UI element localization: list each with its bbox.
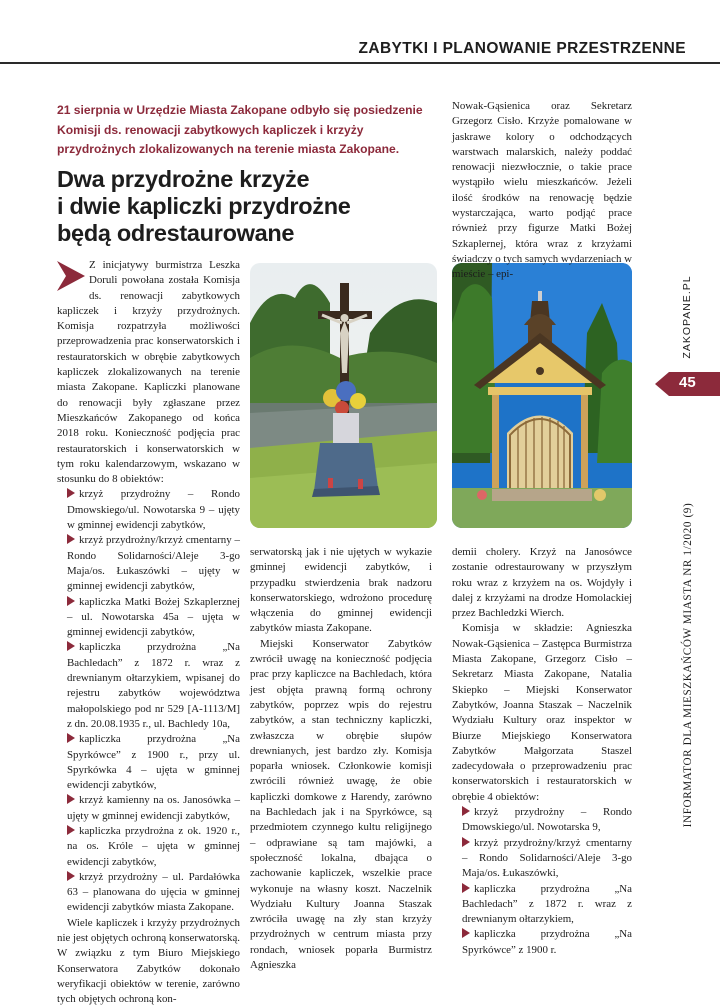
- article-headline: [57, 166, 437, 247]
- list-item: krzyż przydrożny – ul. Pardałówka 63 – planowana do ujęcia w gminnej ewidencji zabytków miasta Zakopane.: [67, 870, 240, 914]
- section-title: ZABYTKI I PLANOWANIE PRZESTRZENNE: [358, 40, 686, 57]
- text-column-3-top: [452, 99, 632, 283]
- bullet-arrow-icon: [67, 871, 75, 881]
- list-item: krzyż przydrożny/krzyż cmentarny – Rondo Solidarności/Aleje 3-go Maja/os. Łukaszówki,: [462, 836, 632, 880]
- body-paragraph: serwatorską jak i nie ujętych w wykazie gminnej ewidencji zabytków, i przypadku stwierdzenia brak nadzoru konserwatorskiego, wdrożono procedurę włączenia do gminnej ewidencji zabytków miasta Zakopane.: [250, 546, 432, 635]
- list-item: kapliczka przydrożna „Na Bachledach” z 1872 r. wraz z drewnianym ołtarzykiem, wpisanej do rejestru zabytków województwa małopolskiego pod nr 529 [A-1113/M] z dn. 20.08.1935 r., ul. Bachledy 10a,: [67, 641, 240, 730]
- tab-arrow-icon: [655, 372, 669, 396]
- list-item: kapliczka Matki Bożej Szkaplerznej – ul. Nowotarska 45a – ujęta w gminnej ewidencji zabytków,: [67, 595, 240, 639]
- bullet-arrow-icon: [67, 534, 75, 544]
- headline-line-1: Dwa przydrożne krzyże: [57, 166, 310, 192]
- cross-photo: [250, 263, 437, 528]
- bullet-arrow-icon: [462, 837, 470, 847]
- section-header: [0, 40, 720, 65]
- list-item: krzyż kamienny na os. Janosówka – ujęty w gminnej ewidencji zabytków,: [67, 794, 240, 822]
- chapel-photo: [452, 263, 632, 528]
- roadside-cross-image: [250, 263, 437, 528]
- arrow-dropcap-icon: [57, 261, 85, 291]
- bullet-arrow-icon: [67, 825, 75, 835]
- bullet-arrow-icon: [462, 806, 470, 816]
- list-item: krzyż przydrożny – Rondo Dmowskiego/ul. Nowotarska 9,: [462, 806, 632, 834]
- bullet-arrow-icon: [67, 488, 75, 498]
- list-item: krzyż przydrożny – Rondo Dmowskiego/ul. Nowotarska 9 – ujęty w gminnej ewidencji zabytków,: [67, 488, 240, 532]
- bullet-arrow-icon: [67, 733, 75, 743]
- header-rule: [0, 62, 720, 64]
- page-number-tab: [655, 372, 720, 396]
- site-name-vertical: ZAKOPANE.PL: [681, 275, 693, 359]
- list-item: krzyż przydrożny/krzyż cmentarny – Rondo Solidarności/Aleje 3-go Maja/os. Łukaszówki – ujęty w gminnej ewidencji zabytków,: [67, 534, 240, 593]
- bullet-arrow-icon: [67, 794, 75, 804]
- list-item: kapliczka przydrożna z ok. 1920 r., na os. Króle – ujęta w gminnej ewidencji zabytków,: [67, 824, 240, 868]
- text-column-1: [57, 258, 240, 1008]
- body-paragraph: Miejski Konserwator Zabytków zwrócił uwagę na konieczność podjęcia prac przy kapliczce na Bachledach, która jest objęta prawną formą ochrony zabytków, poprzez wpis do rejestru zabytków, a stan techniczny kapliczki, zwłaszcza w obrębie słupów drewnianych, jest bardzo zły. Komisja poparła wniosek. Członkowie komisji zwrócili również uwagę, że obie kapliczki domkowe z Harendy, zarówno na Bachledach jak i na Spyrkówce, są przedmiotem czynnego kultu religijnego – odprawiane są tam majówki, a społeczność lokalna, dbająca o zachowanie kapliczek, wszelkie prace wykonuje na własny koszt. Naczelnik Wydziału Kultury Joanna Staszak zwróciła uwagę na zły stan krzyży przydrożnych w centrum miasta przy rondach, wniosek poparła Burmistrz Agnieszka: [250, 637, 432, 972]
- list-item: kapliczka przydrożna „Na Spyrkówce” z 1900 r., przy ul. Spyrkówka 4 – ujęta w gminnej ewidencji zabytków,: [67, 733, 240, 792]
- wooden-chapel-image: [452, 263, 632, 528]
- body-paragraph: demii cholery. Krzyż na Janosówce zostanie odrestaurowany w przyszłym roku wraz z krzyżem na os. Wojdyły i dalej z krzyżami na drodze Homolackiej przez Bachledzki Wierch.: [452, 546, 632, 620]
- headline-line-3: będą odrestaurowane: [57, 220, 295, 246]
- bullet-arrow-icon: [462, 928, 470, 938]
- magazine-name-vertical: INFORMATOR DLA MIESZKAŃCÓW MIASTA NR 1/2020 (9): [682, 502, 694, 828]
- body-paragraph: Nowak-Gąsienica oraz Sekretarz Grzegorz Cisło. Krzyże pomalowane w jaskrawe kolory o odchodzących warstwach malarskich, należy poddać renowacji niezwłocznie, o takie prace wystąpiło wielu mieszkańców. Jeżeli ilość środków na renowację będzie wystarczająca, warto podjąć prace również przy figurze Matki Bożej Szkaplernej, która wraz z krzyżami świadczy o tych samych wydarzeniach w mieście – epi-: [452, 100, 632, 281]
- bullet-arrow-icon: [67, 596, 75, 606]
- text-column-3-bottom: [452, 545, 632, 958]
- intro-paragraph: Z inicjatywy burmistrza Leszka Doruli powołana została Komisja ds. renowacji zabytkowych kapliczek i krzyży przydrożnych. Komisja rozpatrzyła możliwości przeprowadzenia prac konserwatorskich i restauratorskich w obrębie zabytkowych kapliczek zlokalizowanych na terenie miasta Zakopane. Kapliczki planowane do renowacji były zgłaszane przez Mieszkańców Zakopanego od końca 2018 roku. Konieczność podjęcia prac restauratorskich i konserwatorskich w tym roku kalendarzowym, wskazano w stosunku do 8 obiektów:: [57, 259, 240, 486]
- text-column-2: [250, 545, 432, 973]
- list-item: kapliczka przydrożna „Na Spyrkówce” z 1900 r.: [462, 928, 632, 956]
- body-paragraph: Wiele kapliczek i krzyży przydrożnych nie jest objętych ochroną konserwatorską. W związku z tym Biuro Miejskiego Konserwatora Zabytków dokonało weryfikacji obiektów w terenie, zarówno tych objętych ochroną kon-: [57, 916, 240, 1006]
- lead-paragraph: 21 sierpnia w Urzędzie Miasta Zakopane odbyło się posiedzenie Komisji ds. renowacji zabytkowych kapliczek i krzyży przydrożnych zlokalizowanych na terenie miasta Zakopane.: [57, 103, 423, 156]
- bullet-arrow-icon: [67, 641, 75, 651]
- bullet-arrow-icon: [462, 883, 470, 893]
- headline-line-2: i dwie kapliczki przydrożne: [57, 193, 351, 219]
- page-number: 45: [679, 374, 696, 391]
- list-item: kapliczka przydrożna „Na Bachledach” z 1872 r. wraz z drewnianym ołtarzykiem,: [462, 882, 632, 926]
- body-paragraph: Komisja w składzie: Agnieszka Nowak-Gąsienica – Zastępca Burmistrza Miasta Zakopane, Grzegorz Cisło – Sekretarz Miasta Zakopane, Natalia Skiepko – Miejski Konserwator Zabytków, Joanna Staszak – Naczelnik Wydziału Kultury oraz inspektor w Biurze Miejskiego Konserwatora Zabytków Małgorzata Staszel zadecydowała o przeprowadzeniu prac konserwatorskich i restauratorskich w obrębie 4 obiektów:: [452, 622, 632, 803]
